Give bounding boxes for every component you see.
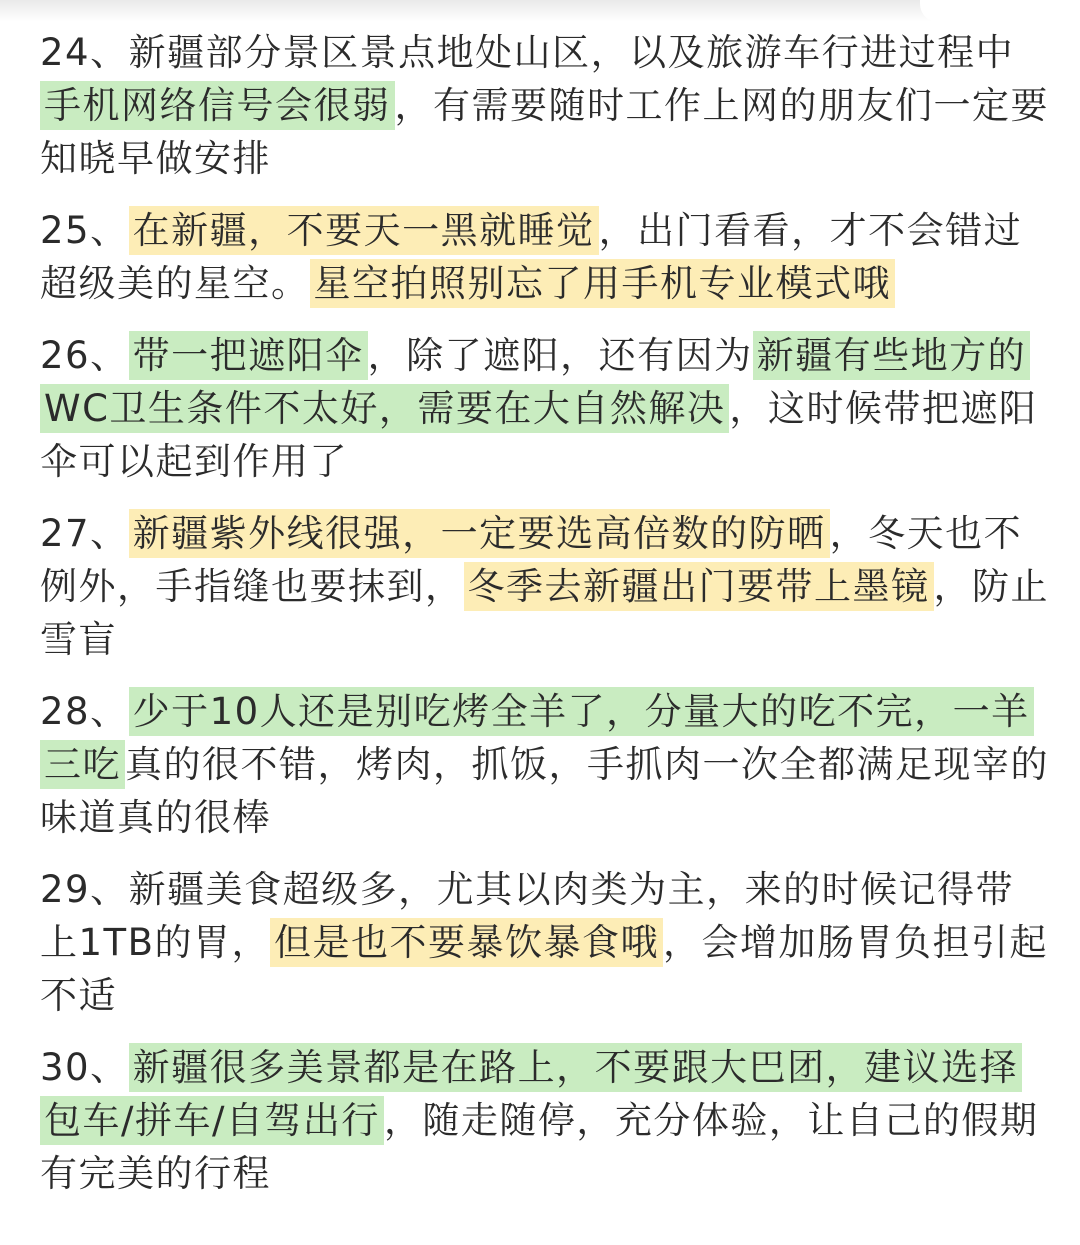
tip-30-number: 30、	[40, 1046, 129, 1089]
tip-26-number: 26、	[40, 334, 129, 377]
tip-24-highlight: 手机网络信号会很弱	[40, 81, 395, 130]
tip-29-highlight: 但是也不要暴饮暴食哦	[270, 918, 663, 967]
tip-25-number: 25、	[40, 209, 129, 252]
tip-27-text-end: ，防止雪盲	[40, 565, 1049, 661]
tip-25-highlight-2: 星空拍照别忘了用手机专业模式哦	[310, 259, 896, 308]
tip-30-highlight: 新疆很多美景都是在路上，不要跟大巴团，建议选择包车/拼车/自驾出行	[40, 1043, 1022, 1145]
tip-25-text: ，出门看看，才不会错过超级美的星空。	[40, 209, 1023, 305]
tip-27-highlight-1: 新疆紫外线很强，一定要选高倍数的防晒	[129, 509, 830, 558]
tip-28	[40, 685, 1050, 844]
tip-24	[40, 26, 1050, 185]
tip-27-number: 27、	[40, 512, 129, 555]
tip-24-text-end: ，有需要随时工作上网的朋友们一定要知晓早做安排	[40, 84, 1049, 180]
tip-28-number: 28、	[40, 690, 129, 733]
tip-25-highlight-1: 在新疆，不要天一黑就睡觉	[129, 206, 599, 255]
tip-30	[40, 1041, 1050, 1200]
top-edge-tab	[920, 0, 1080, 22]
tips-list	[40, 26, 1050, 1219]
tip-24-text: 24、新疆部分景区景点地处山区，以及旅游车行进过程中	[40, 31, 1015, 74]
tip-26-text-end: ，这时候带把遮阳伞可以起到作用了	[40, 387, 1038, 483]
tip-28-text: 真的很不错，烤肉，抓饭，手抓肉一次全都满足现宰的味道真的很棒	[40, 743, 1049, 839]
tip-26-highlight-2: 新疆有些地方的WC卫生条件不太好，需要在大自然解决	[40, 331, 1030, 433]
tip-29-text-end: ，会增加肠胃负担引起不适	[40, 921, 1049, 1017]
tip-26	[40, 329, 1050, 488]
tip-28-highlight: 少于10人还是别吃烤全羊了，分量大的吃不完，一羊三吃	[40, 687, 1034, 789]
tip-27	[40, 507, 1050, 666]
tip-27-highlight-2: 冬季去新疆出门要带上墨镜	[464, 562, 934, 611]
tip-26-text: ，除了遮阳，还有因为	[367, 334, 753, 377]
tip-25	[40, 204, 1050, 310]
tip-27-text: ，冬天也不例外，手指缝也要抹到，	[40, 512, 1023, 608]
tip-29-text: 29、新疆美食超级多，尤其以肉类为主，来的时候记得带上1TB的胃，	[40, 868, 1015, 964]
tip-30-text: ，随走随停，充分体验，让自己的假期有完美的行程	[40, 1099, 1039, 1195]
top-edge-shadow	[0, 0, 1080, 22]
tip-26-highlight-1: 带一把遮阳伞	[129, 331, 368, 380]
tip-29	[40, 863, 1050, 1022]
